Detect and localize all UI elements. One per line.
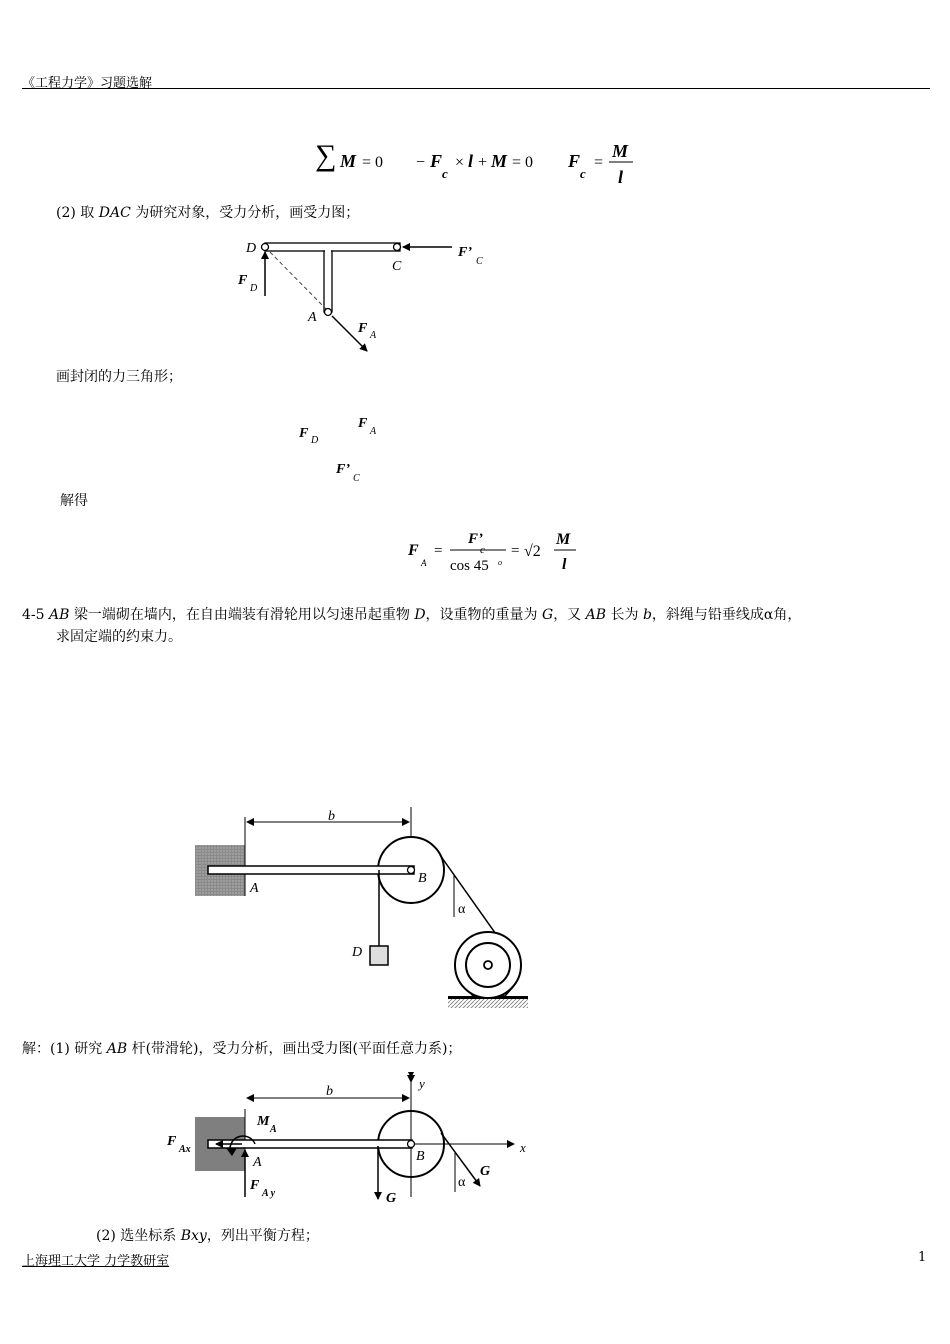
label-b: b [326, 1084, 333, 1099]
label-fay-sub: A y [262, 1188, 276, 1199]
fa-equation [400, 525, 600, 577]
label-fc-sub: C [476, 256, 483, 267]
dac-force-diagram [230, 236, 500, 366]
ground-hatch [448, 999, 528, 1008]
solution-step-1: 解：(1) 研究 AB 杆(带滑轮)，受力分析，画出受力图(平面任意力系)； [22, 1041, 462, 1057]
beam-ab [208, 866, 414, 874]
eq2-fa-sub: A [421, 558, 427, 568]
sum-symbol: ∑ [315, 139, 337, 172]
eq-frac-den: l [618, 167, 624, 187]
triangle-intro: 画封闭的力三角形； [56, 369, 182, 385]
moment-equation [300, 135, 660, 190]
label-a: A [253, 1155, 262, 1170]
eq2-sqrt: √2 [524, 543, 541, 560]
eq-f: F [430, 151, 443, 171]
eq2-fa: F [408, 542, 419, 559]
tri-fa: F [358, 416, 368, 431]
label-b-point: B [416, 1149, 425, 1164]
tri-fc-sub: C [353, 473, 360, 484]
pin-b [408, 1141, 415, 1148]
label-g1: G [386, 1191, 397, 1206]
label-fa: F [358, 321, 368, 336]
force-triangle [290, 405, 410, 490]
header-rule [22, 88, 930, 89]
eq-m: M [340, 151, 357, 171]
bar-vertical [324, 251, 332, 312]
label-c: C [392, 259, 402, 274]
eq2-m: M [556, 531, 571, 548]
running-header: 《工程力学》习题选解 [22, 76, 153, 91]
eq-minus: − [416, 154, 426, 171]
problem-4-5: 4-5 AB 梁一端砌在墙内，在自由端装有滑轮用以匀速吊起重物 D，设重物的重量为 G，又 AB 长为 b，斜绳与铅垂线成α角， [22, 607, 802, 623]
label-fd-sub: D [250, 283, 258, 294]
label-a: A [250, 881, 259, 896]
ab-free-body-diagram [162, 1072, 537, 1212]
label-y: y [419, 1076, 425, 1091]
eq-zero: = 0 [362, 154, 384, 171]
label-b-point: B [418, 871, 427, 886]
label-fay: F [250, 1178, 260, 1193]
pin-d [262, 244, 269, 251]
pin-b [408, 867, 415, 874]
label-alpha: α [458, 902, 466, 917]
pin-c [394, 244, 401, 251]
eq-fc-sub: c [580, 166, 586, 181]
tri-fd: F [299, 426, 309, 441]
weight-d [370, 946, 388, 965]
eq2-num-sub: c [480, 544, 485, 556]
eq-plus: + [478, 154, 488, 171]
page-number: 1 [918, 1250, 927, 1265]
dashed-line-da [265, 247, 328, 311]
eq-zero2: = 0 [512, 154, 534, 171]
solve-label: 解得 [60, 493, 88, 509]
step-2-text: (2) 取 DAC 为研究对象，受力分析，画受力图； [56, 205, 360, 221]
eq-times: × [455, 154, 465, 171]
eq-fc: F [568, 151, 581, 171]
label-alpha: α [458, 1175, 466, 1190]
eq-frac-num: M [612, 141, 629, 161]
eq-m2: M [491, 151, 508, 171]
label-x: x [520, 1140, 526, 1155]
tri-fc: F’ [336, 462, 350, 477]
label-fa-sub: A [370, 330, 377, 341]
label-d: D [246, 241, 257, 256]
beam-pulley-figure [190, 805, 535, 1025]
eq2-eq2: = [511, 543, 520, 559]
label-b: b [328, 809, 335, 824]
label-ma: M [257, 1114, 270, 1129]
eq2-den-sup: o [498, 558, 502, 567]
label-fd: F [238, 273, 248, 288]
eq-equals: = [594, 154, 604, 171]
eq2-num: F’ [468, 531, 483, 547]
eq2-den: cos 45 [450, 558, 489, 574]
label-fax-sub: Ax [179, 1144, 191, 1155]
footer-org: 上海理工大学 力学教研室 [22, 1254, 170, 1269]
solution-step-2: (2) 选坐标系 Bxy，列出平衡方程； [96, 1228, 319, 1244]
label-a: A [308, 310, 317, 325]
label-fc: F’ [458, 245, 472, 260]
label-fax: F [167, 1134, 177, 1149]
bar-dc [265, 243, 400, 251]
label-ma-sub: A [270, 1124, 277, 1135]
label-d: D [352, 945, 363, 960]
label-g2: G [480, 1164, 491, 1179]
eq2-l: l [562, 556, 567, 573]
tri-fa-sub: A [370, 426, 377, 437]
eq-c: c [442, 166, 448, 181]
tri-fd-sub: D [311, 435, 319, 446]
problem-line-2: 求固定端的约束力。 [56, 629, 182, 645]
eq-l: l [468, 151, 474, 171]
pin-a [325, 309, 332, 316]
eq2-eq: = [434, 543, 443, 559]
winch-axle [484, 961, 492, 969]
